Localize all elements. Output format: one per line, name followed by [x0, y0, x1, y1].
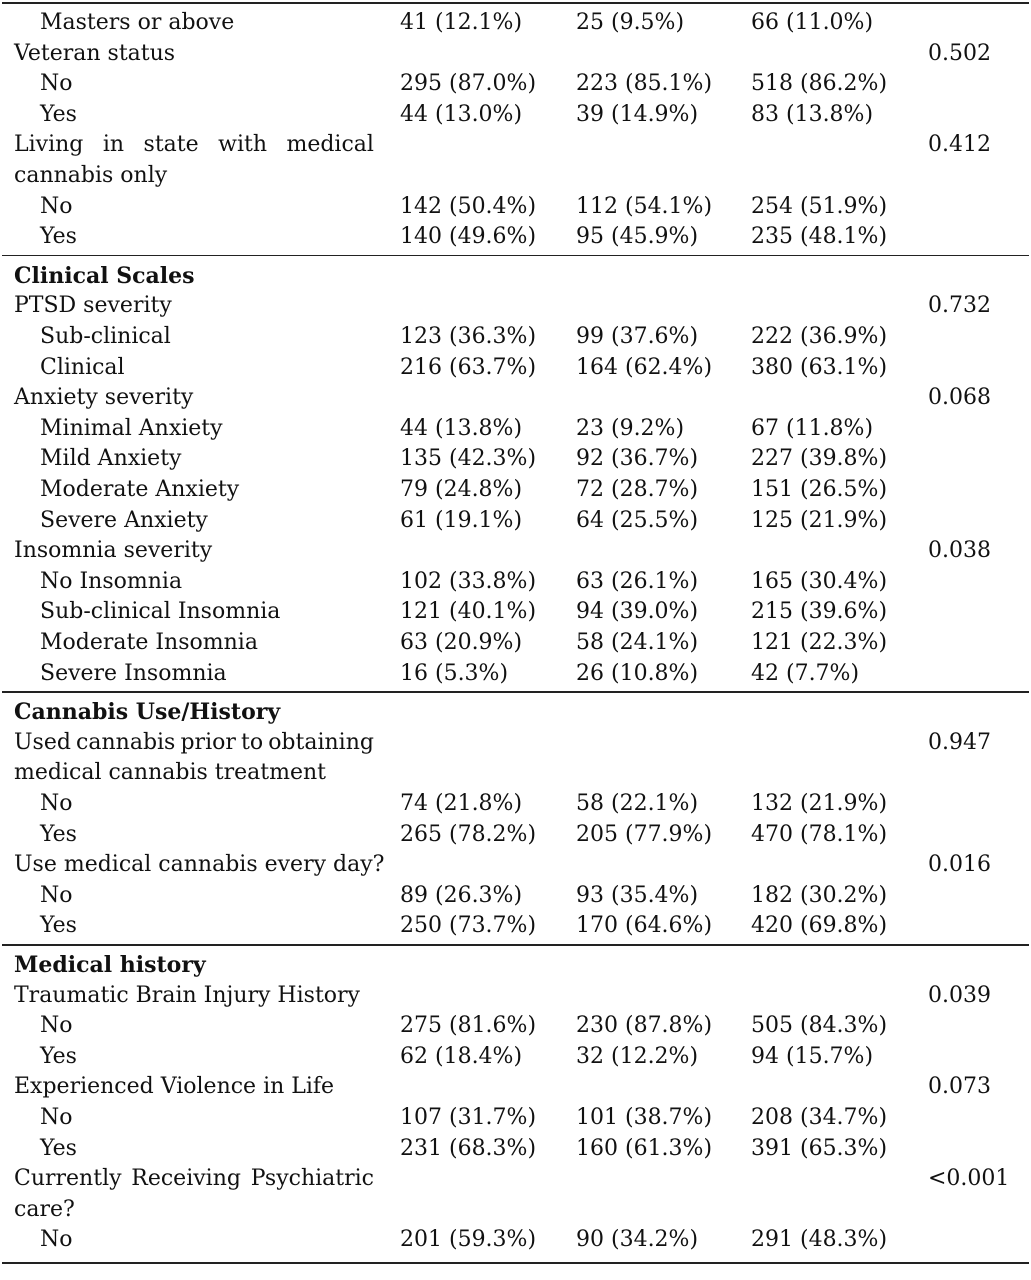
- category-label: No: [40, 193, 73, 219]
- section-header: [0, 261, 1031, 292]
- label-word: medical: [286, 132, 374, 158]
- cell-group-2: 230 (87.8%): [576, 1013, 713, 1039]
- cell-total: 83 (13.8%): [751, 101, 874, 127]
- variable-row: [0, 1072, 1031, 1103]
- label-word: Receiving: [131, 1166, 241, 1192]
- table-rule: [2, 255, 1029, 257]
- section-title: Clinical Scales: [14, 262, 195, 289]
- cell-group-1: 123 (36.3%): [400, 324, 537, 349]
- cell-group-1: 140 (49.6%): [400, 224, 537, 250]
- section-header: [0, 950, 1031, 981]
- table-row: [0, 567, 1031, 598]
- table-row: [0, 628, 1031, 659]
- cell-total: 505 (84.3%): [751, 1013, 888, 1039]
- category-label: Mild Anxiety: [40, 446, 182, 472]
- cell-group-2: 170 (64.6%): [576, 913, 713, 939]
- cell-group-2: 58 (24.1%): [576, 630, 699, 655]
- cell-group-2: 92 (36.7%): [576, 446, 699, 472]
- p-value: 0.732: [928, 293, 991, 319]
- table-row: [0, 192, 1031, 223]
- table-row: [0, 881, 1031, 912]
- category-label: No: [40, 882, 73, 908]
- category-label: No: [40, 1105, 73, 1130]
- cell-total: 420 (69.8%): [751, 913, 888, 939]
- p-value: 0.039: [928, 982, 991, 1008]
- table-rule: [2, 1262, 1029, 1264]
- variable-label: Insomnia severity: [14, 538, 213, 564]
- cell-group-2: 223 (85.1%): [576, 71, 713, 97]
- cell-total: 125 (21.9%): [751, 507, 888, 533]
- cell-group-2: 99 (37.6%): [576, 324, 699, 349]
- table-row: [0, 322, 1031, 353]
- variable-row: [0, 130, 1031, 161]
- table-row: [0, 820, 1031, 851]
- cell-group-2: 95 (45.9%): [576, 224, 699, 250]
- category-label: Sub-clinical: [40, 324, 171, 349]
- cell-group-2: 23 (9.2%): [576, 415, 685, 441]
- label-word: state: [143, 132, 199, 158]
- cell-group-2: 93 (35.4%): [576, 882, 699, 908]
- variable-row-continued: [0, 758, 1031, 789]
- p-value: 0.412: [928, 132, 991, 158]
- variable-row-continued: [0, 161, 1031, 192]
- p-value: 0.038: [928, 538, 991, 564]
- cell-group-2: 112 (54.1%): [576, 193, 713, 219]
- category-label: Severe Insomnia: [40, 660, 227, 686]
- table-row: [0, 911, 1031, 942]
- cell-group-2: 164 (62.4%): [576, 354, 713, 380]
- label-word: obtaining: [268, 729, 374, 755]
- variable-label: Traumatic Brain Injury History: [14, 982, 360, 1008]
- cell-group-1: 121 (40.1%): [400, 599, 537, 625]
- category-label: Yes: [40, 913, 77, 939]
- cell-total: 182 (30.2%): [751, 882, 888, 908]
- category-label: No: [40, 791, 73, 816]
- variable-row: [0, 850, 1031, 881]
- cell-total: 518 (86.2%): [751, 71, 888, 97]
- label-word: Living: [14, 132, 84, 158]
- cell-group-1: 62 (18.4%): [400, 1043, 523, 1069]
- cell-total: 291 (48.3%): [751, 1227, 888, 1253]
- cell-group-1: 102 (33.8%): [400, 568, 537, 594]
- cell-group-2: 58 (22.1%): [576, 791, 699, 816]
- label-word: Psychiatric: [250, 1166, 374, 1192]
- cell-group-2: 205 (77.9%): [576, 821, 713, 847]
- cell-total: 165 (30.4%): [751, 568, 888, 594]
- table-row: [0, 1011, 1031, 1042]
- variable-row: [0, 39, 1031, 70]
- cell-group-1: 41 (12.1%): [400, 10, 523, 35]
- variable-label: Experienced Violence in Life: [14, 1074, 335, 1100]
- variable-row: [0, 536, 1031, 567]
- p-value: <0.001: [928, 1166, 1010, 1192]
- variable-label: Veteran status: [14, 40, 176, 66]
- table-row: [0, 222, 1031, 253]
- category-label: Yes: [40, 1135, 77, 1161]
- cell-total: 227 (39.8%): [751, 446, 888, 472]
- cell-total: 94 (15.7%): [751, 1043, 874, 1069]
- cell-group-1: 74 (21.8%): [400, 791, 523, 816]
- label-word: Used: [14, 729, 71, 755]
- label-word: to: [240, 729, 264, 755]
- cell-group-1: 79 (24.8%): [400, 477, 523, 502]
- label-word: with: [218, 132, 267, 158]
- table-row: [0, 8, 1031, 39]
- cell-total: 67 (11.8%): [751, 415, 874, 441]
- category-label: Yes: [40, 224, 77, 250]
- table-row: [0, 475, 1031, 506]
- variable-row: [0, 291, 1031, 322]
- cell-group-1: 135 (42.3%): [400, 446, 537, 472]
- variable-row: [0, 728, 1031, 759]
- cell-group-1: 44 (13.0%): [400, 101, 523, 127]
- cell-total: 151 (26.5%): [751, 477, 888, 502]
- cell-group-2: 72 (28.7%): [576, 477, 699, 502]
- variable-label: Anxiety severity: [14, 385, 194, 411]
- category-label: Moderate Insomnia: [40, 630, 258, 655]
- cell-group-1: 201 (59.3%): [400, 1227, 537, 1253]
- variable-row-continued: [0, 1195, 1031, 1226]
- cell-total: 391 (65.3%): [751, 1135, 888, 1161]
- label-word: Currently: [14, 1166, 122, 1192]
- variable-row: [0, 981, 1031, 1012]
- cell-total: 235 (48.1%): [751, 224, 888, 250]
- cell-group-1: 250 (73.7%): [400, 913, 537, 939]
- table-row: [0, 789, 1031, 820]
- cell-group-2: 94 (39.0%): [576, 599, 699, 625]
- table-row: [0, 597, 1031, 628]
- variable-label: [14, 130, 374, 161]
- category-label: Clinical: [40, 354, 125, 380]
- cell-total: 66 (11.0%): [751, 10, 874, 35]
- cell-group-1: 63 (20.9%): [400, 630, 523, 655]
- cell-total: 254 (51.9%): [751, 193, 888, 219]
- cell-total: 222 (36.9%): [751, 324, 888, 349]
- category-label: No Insomnia: [40, 568, 183, 594]
- cell-total: 208 (34.7%): [751, 1105, 888, 1130]
- variable-label: [14, 728, 374, 759]
- cell-group-1: 265 (78.2%): [400, 821, 537, 847]
- cell-group-2: 63 (26.1%): [576, 568, 699, 594]
- section-title: Medical history: [14, 952, 206, 978]
- category-label: Masters or above: [40, 10, 235, 35]
- cell-total: 470 (78.1%): [751, 821, 888, 847]
- category-label: Minimal Anxiety: [40, 415, 223, 441]
- cell-total: 215 (39.6%): [751, 599, 888, 625]
- cell-total: 121 (22.3%): [751, 630, 888, 655]
- variable-label: Use medical cannabis every day?: [14, 852, 385, 878]
- category-label: Moderate Anxiety: [40, 477, 240, 502]
- table-row: [0, 444, 1031, 475]
- cell-group-1: 275 (81.6%): [400, 1013, 537, 1039]
- table-row: [0, 506, 1031, 537]
- cell-group-2: 26 (10.8%): [576, 660, 699, 686]
- table-rule: [2, 691, 1029, 693]
- variable-label-continued: medical cannabis treatment: [14, 760, 326, 786]
- cell-group-1: 216 (63.7%): [400, 354, 537, 380]
- cell-group-1: 142 (50.4%): [400, 193, 537, 219]
- table-row: [0, 1225, 1031, 1256]
- label-word: prior: [180, 729, 236, 755]
- cell-group-2: 64 (25.5%): [576, 507, 699, 533]
- cell-total: 132 (21.9%): [751, 791, 888, 816]
- table-row: [0, 100, 1031, 131]
- category-label: Yes: [40, 1043, 77, 1069]
- p-value: 0.947: [928, 729, 991, 755]
- table-row: [0, 414, 1031, 445]
- category-label: Sub-clinical Insomnia: [40, 599, 281, 625]
- label-word: cannabis: [76, 729, 176, 755]
- cell-group-1: 61 (19.1%): [400, 507, 523, 533]
- cell-group-2: 39 (14.9%): [576, 101, 699, 127]
- section-title: Cannabis Use/History: [14, 699, 281, 726]
- table-row: [0, 69, 1031, 100]
- cell-group-1: 44 (13.8%): [400, 415, 523, 441]
- cell-group-2: 90 (34.2%): [576, 1227, 699, 1253]
- cell-group-2: 32 (12.2%): [576, 1043, 699, 1069]
- cell-group-2: 101 (38.7%): [576, 1105, 713, 1130]
- category-label: No: [40, 1227, 73, 1253]
- cell-total: 42 (7.7%): [751, 660, 860, 686]
- table-row: [0, 659, 1031, 690]
- table-row: [0, 1042, 1031, 1073]
- table-row: [0, 1134, 1031, 1165]
- cell-group-1: 107 (31.7%): [400, 1105, 537, 1130]
- p-value: 0.502: [928, 40, 991, 66]
- category-label: No: [40, 71, 73, 97]
- p-value: 0.068: [928, 385, 991, 411]
- category-label: Severe Anxiety: [40, 507, 208, 533]
- table-row: [0, 1103, 1031, 1134]
- category-label: No: [40, 1013, 73, 1039]
- cell-total: 380 (63.1%): [751, 354, 888, 380]
- section-header: [0, 697, 1031, 728]
- variable-label: [14, 1164, 374, 1195]
- table-row: [0, 353, 1031, 384]
- variable-row: [0, 1164, 1031, 1195]
- cell-group-2: 25 (9.5%): [576, 10, 685, 35]
- variable-label-continued: cannabis only: [14, 163, 168, 188]
- table-rule: [2, 2, 1029, 4]
- cell-group-1: 295 (87.0%): [400, 71, 537, 97]
- p-value: 0.016: [928, 852, 991, 878]
- table-rule: [2, 944, 1029, 946]
- variable-label-continued: care?: [14, 1196, 75, 1222]
- variable-label: PTSD severity: [14, 293, 172, 319]
- label-word: in: [102, 132, 125, 158]
- cell-group-1: 89 (26.3%): [400, 882, 523, 908]
- category-label: Yes: [40, 821, 77, 847]
- cell-group-1: 231 (68.3%): [400, 1135, 537, 1161]
- cell-group-1: 16 (5.3%): [400, 660, 509, 686]
- cell-group-2: 160 (61.3%): [576, 1135, 713, 1161]
- p-value: 0.073: [928, 1074, 991, 1100]
- variable-row: [0, 383, 1031, 414]
- category-label: Yes: [40, 101, 77, 127]
